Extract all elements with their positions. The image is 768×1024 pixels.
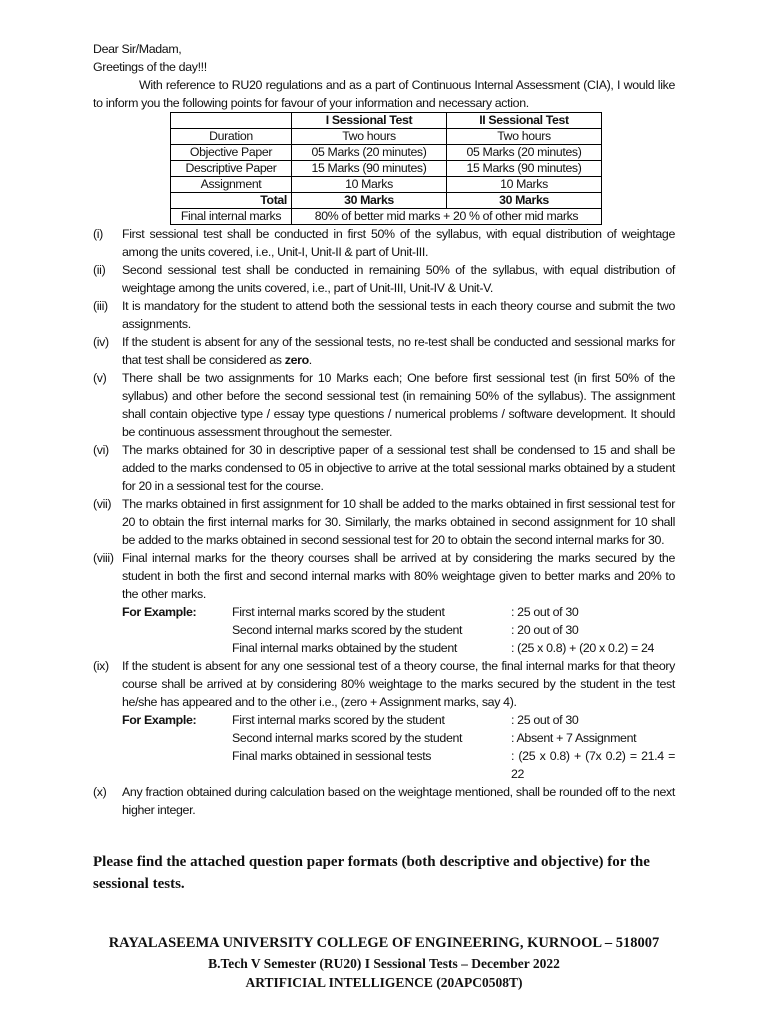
list-number: (i) — [93, 227, 103, 241]
example-value: : (25 x 0.8) + (20 x 0.2) = 24 — [511, 641, 655, 655]
example-desc: First internal marks scored by the student — [232, 713, 445, 727]
example-desc: Second internal marks scored by the student — [232, 623, 463, 637]
list-number: (vii) — [93, 497, 112, 511]
table-cell: 80% of better mid marks + 20 % of other mid marks — [292, 209, 602, 225]
list-text: The marks obtained for 30 in descriptive paper of a sessional test shall be condensed to 15 and shall be added to the marks condensed to 05 in objective to arrive at the total sessional marks obtained by a student for 20 in a sessional test for the course. — [122, 443, 675, 493]
rules-list — [93, 225, 675, 819]
list-item — [93, 225, 675, 261]
list-text: If the student is absent for any of the sessional tests, no re-test shall be conducted and sessional marks for that test shall be considered as — [122, 335, 675, 367]
table-row — [171, 145, 602, 161]
example-block — [122, 603, 675, 657]
example-desc: First internal marks scored by the student — [232, 605, 445, 619]
list-item — [93, 297, 675, 333]
table-cell: Two hours — [447, 129, 602, 145]
table-row — [171, 177, 602, 193]
table-cell: 15 Marks (90 minutes) — [292, 161, 447, 177]
list-number: (viii) — [93, 551, 114, 565]
table-cell: Final internal marks — [171, 209, 292, 225]
table-cell: Assignment — [171, 177, 292, 193]
table-header-cell: I Sessional Test — [292, 113, 447, 129]
list-text: Any fraction obtained during calculation based on the weightage mentioned, shall be rounded off to the next higher integer. — [122, 785, 675, 817]
table-cell: Objective Paper — [171, 145, 292, 161]
emphasis-text: zero — [284, 353, 309, 367]
list-number: (vi) — [93, 443, 109, 457]
table-cell: 30 Marks — [447, 193, 602, 209]
letter-body — [93, 40, 675, 819]
list-item — [93, 261, 675, 297]
example-desc: Final marks obtained in sessional tests — [232, 749, 432, 763]
table-cell: Total — [171, 193, 292, 209]
marks-table — [170, 112, 602, 225]
table-cell: 05 Marks (20 minutes) — [292, 145, 447, 161]
table-cell: 15 Marks (90 minutes) — [447, 161, 602, 177]
example-value: : 25 out of 30 — [511, 605, 579, 619]
example-block — [122, 711, 675, 783]
exam-heading: B.Tech V Semester (RU20) I Sessional Tests – December 2022 — [208, 956, 560, 971]
list-item — [93, 495, 675, 549]
list-text: It is mandatory for the student to attend both the sessional tests in each theory course and submit the two assignments. — [122, 299, 675, 331]
course-heading: ARTIFICIAL INTELLIGENCE (20APC0508T) — [245, 975, 523, 990]
example-value: : Absent + 7 Assignment — [511, 731, 637, 745]
table-cell: 10 Marks — [447, 177, 602, 193]
table-header-cell: II Sessional Test — [447, 113, 602, 129]
example-label: For Example: — [122, 605, 197, 619]
table-row — [171, 129, 602, 145]
list-text: Final internal marks for the theory courses shall be arrived at by considering the marks secured by the student in both the first and second internal marks with 80% weightage given to better marks and 20% to the other marks. — [122, 551, 675, 601]
salutation: Dear Sir/Madam, — [93, 42, 182, 56]
table-row-final — [171, 209, 602, 225]
list-number: (ii) — [93, 263, 106, 277]
example-desc: Second internal marks scored by the student — [232, 731, 463, 745]
example-value: : 25 out of 30 — [511, 713, 579, 727]
table-cell: 10 Marks — [292, 177, 447, 193]
list-number: (iii) — [93, 299, 108, 313]
example-label: For Example: — [122, 713, 197, 727]
list-text: There shall be two assignments for 10 Marks each; One before first sessional test (in first 50% of the syllabus) and other before the second sessional test (in remaining 50% of the syllabus). The assignment shall contain objective type / essay type questions / numerical problems / software development. It should be continuous assessment throughout the semester. — [122, 371, 675, 439]
list-number: (v) — [93, 371, 107, 385]
list-text: First sessional test shall be conducted in first 50% of the syllabus, with equal distribution of weightage among the units covered, i.e., Unit-I, Unit-II & part of Unit-III. — [122, 227, 675, 259]
example-value: : (25 x 0.8) + (7x 0.2) = 21.4 = 22 — [511, 749, 675, 781]
list-number: (ix) — [93, 659, 109, 673]
example-value: : 20 out of 30 — [511, 623, 579, 637]
table-cell: 30 Marks — [292, 193, 447, 209]
table-cell: 05 Marks (20 minutes) — [447, 145, 602, 161]
list-item — [93, 369, 675, 441]
table-row — [171, 161, 602, 177]
list-item — [93, 783, 675, 819]
example-desc: Final internal marks obtained by the student — [232, 641, 457, 655]
closing-note: Please find the attached question paper formats (both descriptive and objective) for the sessional tests. — [93, 854, 650, 892]
list-text-end: . — [308, 353, 312, 367]
college-heading: RAYALASEEMA UNIVERSITY COLLEGE OF ENGINEERING, KURNOOL – 518007 — [108, 935, 660, 951]
list-text: The marks obtained in first assignment for 10 shall be added to the marks obtained in first sessional test for 20 to obtain the first internal marks for 30. Similarly, the marks obtained in second assignment for 10 shall be added to the marks obtained in second sessional test for 20 to obtain the second internal marks for 30. — [122, 497, 675, 547]
table-cell: Descriptive Paper — [171, 161, 292, 177]
table-header-cell — [171, 113, 292, 129]
list-item — [93, 333, 675, 369]
greeting: Greetings of the day!!! — [93, 60, 207, 74]
table-cell: Duration — [171, 129, 292, 145]
list-item — [93, 549, 675, 657]
table-header-row — [171, 113, 602, 129]
table-cell: Two hours — [292, 129, 447, 145]
intro-paragraph: With reference to RU20 regulations and as a part of Continuous Internal Assessment (CIA), I would like to inform you the following points for favour of your information and necessary action. — [93, 78, 675, 110]
list-number: (x) — [93, 785, 107, 799]
list-number: (iv) — [93, 335, 109, 349]
list-item — [93, 657, 675, 783]
list-text: If the student is absent for any one sessional test of a theory course, the final internal marks for that theory course shall be arrived at by considering 80% weightage to the marks secured by the student in the test he/she has appeared and to the other i.e., (zero + Assignment marks, say 4). — [122, 659, 675, 709]
table-row-total — [171, 193, 602, 209]
list-text: Second sessional test shall be conducted in remaining 50% of the syllabus, with equal distribution of weightage among the units covered, i.e., part of Unit-III, Unit-IV & Unit-V. — [122, 263, 675, 295]
list-item — [93, 441, 675, 495]
